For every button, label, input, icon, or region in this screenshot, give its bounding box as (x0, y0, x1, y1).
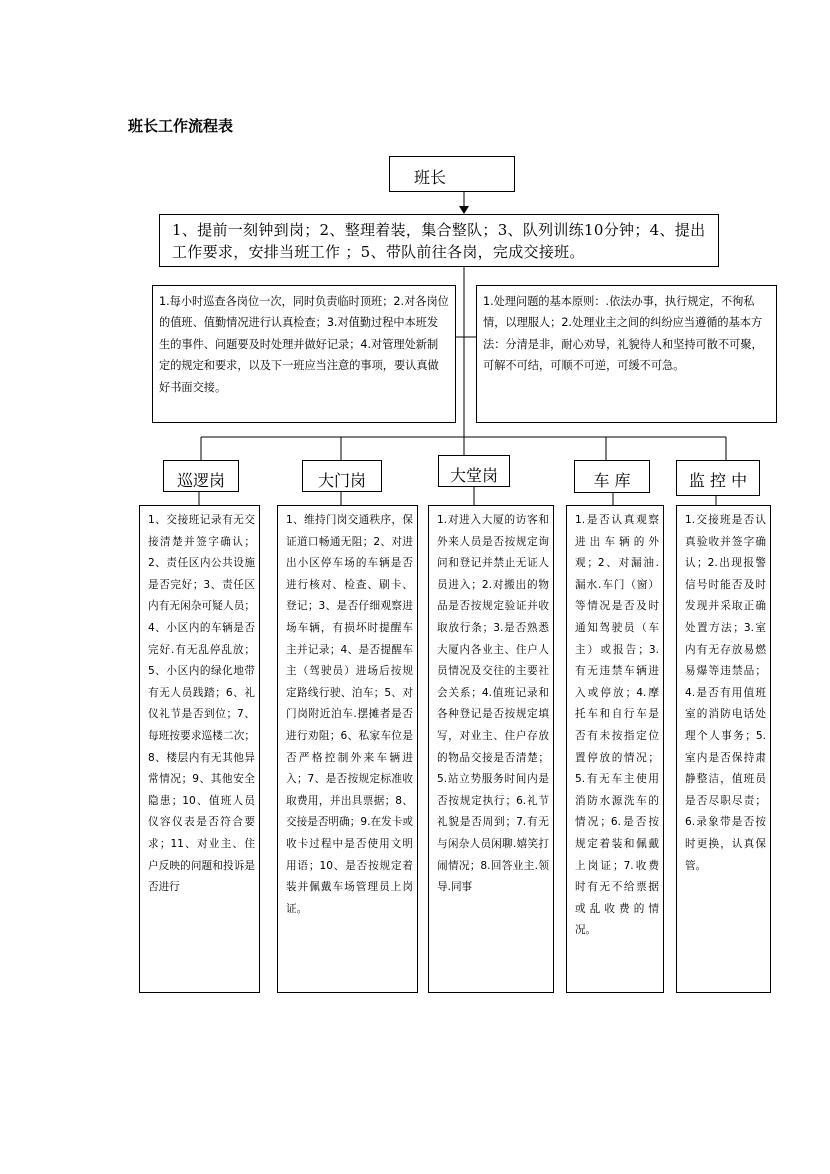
post-garage-details-text: 1.是否认真观察进出车辆的外观；2、对漏油.漏水.车门（窗）等情况是否及时通知驾驶员（车主）或报告；3.有无违禁车辆进入或停放；4.摩托车和自行车是否有未按指定位置停放的情况；5.有无车主使用消防水源洗车的情况；6.是否按规定着装和佩戴上岗证；7.收费时有无不给票据或乱收费的情况。 (575, 514, 659, 937)
node-squad-leader-label: 班长 (414, 168, 447, 187)
post-lobby-details (428, 505, 554, 993)
post-patrol-details-text: 1、交接班记录有无交接清楚并签字确认；2、责任区内公共设施是否完好；3、责任区内有无闲杂可疑人员；4、小区内的车辆是否完好.有无乱停乱放；5、小区内的绿化地带有无人员践踏；6、礼仪礼节是否到位；7、每班按要求巡楼二次；8、楼层内有无其他异常情况；9、其他安全隐患；10、值班人员仪容仪表是否符合要求；11、对业主、住户反映的问题和投诉是否进行 (148, 514, 255, 894)
node-squad-leader (389, 156, 515, 192)
dispute-principles-text: 1.处理问题的基本原则：.依法办事，执行规定，不徇私情，以理服人；2.处理业主之间的纠纷应当遵循的基本方法：分清是非，耐心劝导，礼貌待人和坚持可散不可聚，可解不可结，可顺不可逆，可缓不可急。 (483, 295, 763, 373)
node-leader-duties (152, 285, 456, 423)
post-patrol-header (163, 460, 239, 492)
leader-duties-text: 1.每小时巡查各岗位一次，同时负责临时顶班；2.对各岗位的值班、值勤情况进行认真检查；3.对值勤过程中本班发生的事件、问题要及时处理并做好记录；4.对管理处新制定的规定和要求，以及下一班应当注意的事项，要认真做好书面交接。 (159, 295, 449, 394)
post-monitor-details (676, 505, 771, 993)
post-patrol-label: 巡逻岗 (176, 471, 225, 490)
post-garage-details (566, 505, 664, 993)
post-garage-header (574, 460, 650, 493)
post-gate-header (302, 460, 382, 492)
post-gate-details (277, 505, 418, 993)
shift-steps-text: 1、提前一刻钟到岗；2、整理着装，集合整队；3、队列训练10分钟；4、提出工作要求，安排当班工作 ；5、带队前往各岗，完成交接班。 (172, 221, 706, 261)
page-title: 班长工作流程表 (128, 117, 234, 135)
post-gate-details-text: 1、维持门岗交通秩序，保证道口畅通无阻；2、对进出小区停车场的车辆是否进行核对、检查、刷卡、登记；3、是否仔细观察进场车辆，有损坏时提醒车主并记录；4、是否提醒车主（驾驶员）进场后按规定路线行驶、泊车；5、对门岗附近泊车.摆摊者是否进行劝阻；6、私家车位是否严格控制外来车辆进入；7、是否按规定标准收取费用，并出具票据；8、交接是否明确；9.在发卡或收卡过程中是否使用文明用语；10、是否按规定着装并佩戴车场管理员上岗证。 (286, 514, 413, 915)
post-monitor-header (676, 460, 760, 496)
node-dispute-principles (476, 285, 777, 423)
post-garage-label: 车 库 (593, 471, 631, 490)
node-shift-steps (159, 214, 719, 267)
post-monitor-label: 监 控 中 (688, 471, 748, 490)
post-lobby-header (438, 455, 510, 487)
post-lobby-label: 大堂岗 (449, 466, 498, 485)
post-patrol-details (139, 505, 260, 993)
post-gate-label: 大门岗 (317, 471, 366, 490)
post-lobby-details-text: 1.对进入大厦的访客和外来人员是否按规定询问和登记并禁止无证人员进入；2.对搬出的物品是否按规定验证并收取放行条；3.是否熟悉大厦内各业主、住户人员情况及交往的主要社会关系；4.值班记录和各种登记是否按规定填写，对业主、住户存放的物品交接是否清楚；5.站立势服务时间内是否按规定执行；6.礼节礼貌是否周到；7.有无与闲杂人员闲聊.嬉笑打闹情况；8.回答业主.领导.同事 (437, 514, 549, 894)
post-monitor-details-text: 1.交接班是否认真验收并签字确认；2.出现报警信号时能否及时发现并采取正确处置方法；3.室内有无存放易燃易爆等违禁品；4.是否有用值班室的消防电话处理个人事务；5.室内是否保持肃静整洁，值班员是否尽职尽责；6.录象带是否按时更换，认真保管。 (685, 514, 766, 872)
